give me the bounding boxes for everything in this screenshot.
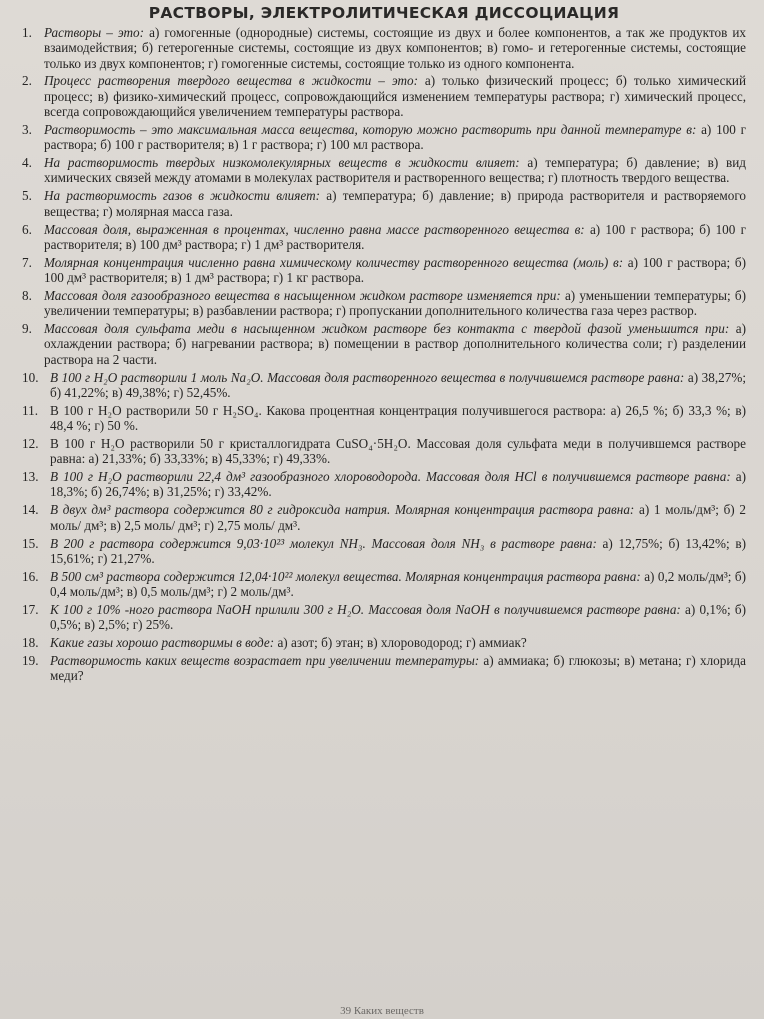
question-text [44,73,746,119]
question-text [50,653,746,684]
answer-options: В 100 г H₂O растворили 50 г кристаллогидрата CuSO₄·5H₂O. Массовая доля сульфата меди в получившемся растворе равна: а) 21,33%; б) 33,33%; в) 45,33%; г) 49,33%. [50,435,746,467]
answer-options: а) 1 моль/дм³; б) 2 моль/ дм³; в) 2,5 моль/ дм³; г) 2,75 моль/ дм³. [50,502,746,533]
page-footer: 39 Каких веществ [340,1005,424,1017]
answer-options: а) 18,3%; б) 26,74%; в) 31,25%; г) 33,42%. [50,469,746,500]
answer-options: а) 100 г раствора; б) 100 г растворителя; в) 1 г раствора; г) 100 мл раствора. [44,121,746,153]
question-text [50,502,746,533]
question-text [44,188,746,219]
question-stem: Растворы – это: [44,25,145,40]
question-item [22,155,746,186]
question-item [22,635,746,650]
answer-options: а) охлаждении раствора; б) нагревании раствора; в) помещении в раствор дополнительного количества соли; г) разделении раствора на 2 части. [44,321,746,367]
question-number: 9. [22,321,32,337]
question-number: 18. [22,635,39,651]
question-text [50,469,746,500]
question-number: 2. [22,73,32,89]
question-stem: К 100 г 10% -ного раствора NaOH прилили 300 г H₂O. Массовая доля NaOH в получившемся растворе равна: [50,601,681,617]
question-stem: На растворимость твердых низкомолекулярных веществ в жидкости влияет: [44,155,520,171]
answer-options: а) только физический процесс; б) только химический процесс; в) физико-химический процесс, сопровождающийся изменением температуры раствора; г) химический процесс, всегда сопровождающийся увеличением температуры раствора. [44,73,746,120]
question-stem: Растворимость – это максимальная масса вещества, которую можно растворить при данной температуре в: [44,121,697,137]
question-number: 15. [22,535,39,551]
question-number: 17. [22,601,39,617]
question-text [50,436,746,467]
question-text [44,25,746,71]
question-number: 7. [22,254,32,270]
question-number: 19. [22,652,39,668]
question-number: 14. [22,502,39,518]
question-stem: В 100 г H₂O растворили 22,4 дм³ газообразного хлороводорода. Массовая доля HCl в получившемся растворе равна: [50,469,731,485]
question-stem: В двух дм³ раствора содержится 80 г гидроксида натрия. Молярная концентрация раствора равна: [50,502,635,518]
question-stem: Массовая доля, выраженная в процентах, численно равна массе растворенного вещества в: [44,221,585,237]
question-item [22,653,746,684]
question-number: 3. [22,121,32,137]
question-number: 11. [22,402,38,418]
question-number: 12. [22,435,39,451]
question-item [22,569,746,600]
question-number: 6. [22,221,32,237]
question-item [22,25,746,71]
answer-options: а) 12,75%; б) 13,42%; в) 15,61%; г) 21,27%. [50,535,747,566]
question-list [22,25,746,684]
question-stem: Молярная концентрация численно равна химическому количеству растворенного вещества (моль) в: [44,254,624,270]
question-number: 4. [22,155,32,171]
question-number: 13. [22,469,39,485]
answer-options: а) уменьшении температуры; б) увеличении температуры; в) разбавлении раствора; г) пропускании дополнительного количества газа через раствор. [44,287,746,319]
answer-options: а) 0,1%; б) 0,5%; в) 2,5%; г) 25%. [50,601,746,633]
answer-options: а) температура; б) давление; в) вид химических связей между атомами в молекулах растворителя и растворенного вещества; г) плотность твердого вещества. [44,155,746,186]
question-stem: В 200 г раствора содержится 9,03·10²³ молекул NH₃. Массовая доля NH₃ в растворе равна: [50,535,597,551]
question-stem: В 500 см³ раствора содержится 12,04·10²² молекул вещества. Молярная концентрация раствора равна: [50,568,641,584]
question-text [50,403,746,434]
question-item [22,370,746,401]
answer-options: а) температура; б) давление; в) природа растворителя и растворяемого вещества; г) молярная масса газа. [44,188,746,219]
question-item [22,536,746,567]
question-text [50,569,746,600]
question-text [50,635,746,650]
question-item [22,222,746,253]
question-stem: Растворимость каких веществ возрастает при увеличении температуры: [50,652,480,668]
question-stem: Массовая доля газообразного вещества в насыщенном жидком растворе изменяется при: [44,287,561,303]
question-item [22,602,746,633]
question-item [22,288,746,319]
question-item [22,321,746,367]
question-stem: Процесс растворения твердого вещества в жидкости – это: [44,73,418,89]
question-text [50,536,746,567]
question-number: 1. [22,25,32,40]
question-text [44,288,746,319]
question-text [44,222,746,253]
answer-options: а) аммиака; б) глюкозы; в) метана; г) хлорида меди? [50,652,746,684]
question-item [22,436,746,467]
question-stem: Массовая доля сульфата меди в насыщенном жидком растворе без контакта с твердой фазой уменьшится при: [44,321,730,337]
answer-options: а) гомогенные (однородные) системы, состоящие из двух и более компонентов, а так же продуктов их взаимодействия; б) гетерогенные системы, состоящие из двух компонентов; в) гомо- и гетерогенные системы, состоящие только из двух компонентов; г) гомогенные системы, состоящие только из одного компонента. [44,25,747,71]
question-text [44,155,746,186]
page-title: РАСТВОРЫ, ЭЛЕКТРОЛИТИЧЕСКАЯ ДИССОЦИАЦИЯ [148,4,620,22]
question-item [22,73,746,119]
question-item [22,188,746,219]
answer-options: а) азот; б) этан; в) хлороводород; г) аммиак? [274,635,527,651]
question-item [22,469,746,500]
question-stem: На растворимость газов в жидкости влияет: [44,188,320,204]
question-stem: Какие газы хорошо растворимы в воде: [50,635,275,651]
answer-options: а) 100 г раствора; б) 100 дм³ растворителя; в) 1 дм³ раствора; г) 1 кг раствора. [44,254,746,286]
answer-options: а) 100 г раствора; б) 100 г растворителя; в) 100 дм³ раствора; г) 1 дм³ растворителя. [44,221,747,252]
question-text [44,255,746,286]
question-item [22,255,746,286]
question-number: 8. [22,287,32,303]
question-text [44,122,746,153]
question-number: 5. [22,188,32,204]
answer-options: а) 38,27%; б) 41,22%; в) 49,38%; г) 52,45%. [50,369,746,400]
question-stem: В 100 г H₂O растворили 1 моль Na₂O. Массовая доля растворенного вещества в получившемся растворе равна: [50,369,685,385]
question-number: 10. [22,369,39,385]
question-text [50,370,746,401]
question-number: 16. [22,568,39,584]
answer-options: В 100 г H₂O растворили 50 г H₂SO₄. Какова процентная концентрация получившегося раствора: а) 26,5 %; б) 33,3 %; в) 48,4 %; г) 50 %. [50,402,746,434]
question-item [22,403,746,434]
question-text [50,602,746,633]
question-item [22,502,746,533]
answer-options: а) 0,2 моль/дм³; б) 0,4 моль/дм³; в) 0,5 моль/дм³; г) 2 моль/дм³. [50,568,747,599]
question-item [22,122,746,153]
question-text [44,321,746,367]
